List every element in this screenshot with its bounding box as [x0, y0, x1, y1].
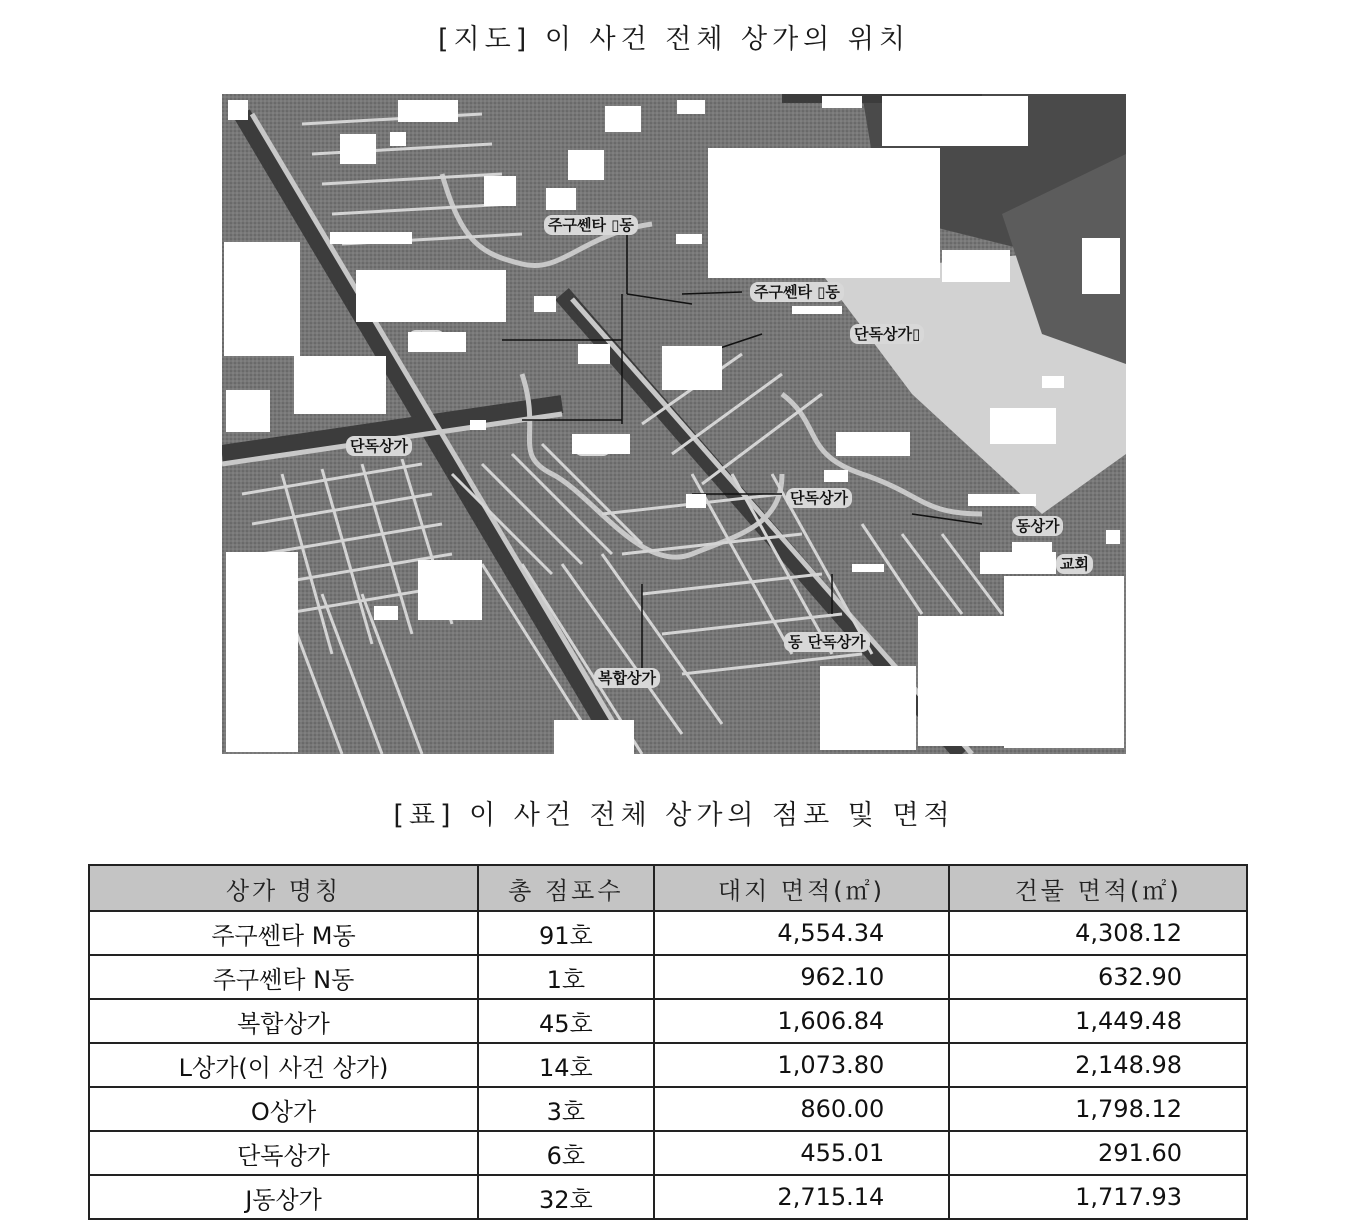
redaction-box [686, 494, 706, 508]
redaction-box [534, 296, 556, 312]
cell-store-name: L상가(이 사건 상가) [89, 1043, 478, 1087]
redaction-box [356, 270, 506, 322]
redaction-box [918, 616, 1004, 746]
redaction-box [677, 100, 705, 114]
map-label-jugu-m: 주구쎈타 ▯동 [544, 215, 638, 235]
redaction-box [1042, 376, 1064, 388]
map-label-danok-3: 단독상가 [786, 488, 852, 508]
table-header-row [89, 865, 1247, 911]
cell-building-area: 4,308.12 [949, 911, 1247, 955]
redaction-box [228, 100, 248, 120]
redaction-box [546, 188, 576, 210]
redaction-box [226, 390, 270, 432]
map-label-gyohoe: 교회 [1056, 554, 1093, 574]
table-row [89, 1131, 1247, 1175]
cell-building-area: 1,717.93 [949, 1175, 1247, 1219]
redaction-box [568, 150, 604, 180]
redaction-box [330, 232, 412, 244]
redaction-box [824, 470, 848, 482]
table-row [89, 1087, 1247, 1131]
redaction-box [820, 666, 916, 750]
cell-land-area: 962.10 [654, 955, 950, 999]
redaction-box [942, 250, 1010, 282]
redaction-box [1012, 542, 1052, 552]
redaction-box [1082, 238, 1120, 294]
redaction-box [822, 96, 862, 108]
cell-land-area: 2,715.14 [654, 1175, 950, 1219]
redaction-box [882, 96, 1028, 146]
table-row [89, 1175, 1247, 1219]
redaction-box [578, 344, 610, 364]
redaction-box [374, 606, 398, 620]
redaction-box [554, 720, 634, 754]
map-title: [지도] 이 사건 전체 상가의 위치 [438, 24, 910, 55]
cell-store-name: 주구쎈타 N동 [89, 955, 478, 999]
redaction-box [852, 564, 884, 572]
cell-store-name: 주구쎈타 M동 [89, 911, 478, 955]
cell-store-name: 단독상가 [89, 1131, 478, 1175]
cell-store-count: 91호 [478, 911, 654, 955]
cell-store-count: 6호 [478, 1131, 654, 1175]
redaction-box [418, 560, 482, 620]
redaction-box [836, 432, 910, 456]
redaction-box [572, 434, 630, 454]
redaction-box [226, 552, 298, 752]
map-label-danok-1: 단독상가▯ [850, 324, 924, 344]
table-title: [표] 이 사건 전체 상가의 점포 및 면적 [393, 800, 955, 831]
map-label-danok-4: 동 단독상가 [784, 632, 870, 652]
redaction-box [980, 552, 1056, 574]
location-map [222, 94, 1126, 754]
cell-land-area: 1,073.80 [654, 1043, 950, 1087]
redaction-box [390, 132, 406, 146]
cell-building-area: 1,798.12 [949, 1087, 1247, 1131]
cell-store-count: 45호 [478, 999, 654, 1043]
redaction-box [408, 332, 466, 352]
redaction-box [224, 242, 300, 356]
cell-store-count: 32호 [478, 1175, 654, 1219]
header-land-area: 대지 면적(㎡) [654, 865, 950, 911]
cell-store-count: 14호 [478, 1043, 654, 1087]
cell-building-area: 291.60 [949, 1131, 1247, 1175]
header-store-count: 총 점포수 [478, 865, 654, 911]
cell-land-area: 860.00 [654, 1087, 950, 1131]
redaction-box [676, 234, 702, 244]
header-store-name: 상가 명칭 [89, 865, 478, 911]
table-row [89, 911, 1247, 955]
table-row [89, 999, 1247, 1043]
table-row [89, 1043, 1247, 1087]
table-row [89, 955, 1247, 999]
redaction-box [484, 176, 516, 206]
redaction-box [708, 148, 940, 278]
cell-store-name: J동상가 [89, 1175, 478, 1219]
redaction-box [1004, 576, 1124, 748]
cell-store-count: 1호 [478, 955, 654, 999]
map-label-danok-2: 단독상가 [346, 436, 412, 456]
header-building-area: 건물 면적(㎡) [949, 865, 1247, 911]
redaction-box [340, 134, 376, 164]
map-label-dong-sangga: 동상가 [1012, 516, 1063, 536]
redaction-box [662, 346, 722, 390]
cell-land-area: 455.01 [654, 1131, 950, 1175]
redaction-box [470, 420, 486, 430]
redaction-box [605, 106, 641, 132]
cell-building-area: 2,148.98 [949, 1043, 1247, 1087]
redaction-box [990, 408, 1056, 444]
cell-land-area: 4,554.34 [654, 911, 950, 955]
store-area-table [88, 864, 1248, 1220]
cell-store-count: 3호 [478, 1087, 654, 1131]
redaction-box [294, 356, 386, 414]
cell-store-name: 복합상가 [89, 999, 478, 1043]
cell-land-area: 1,606.84 [654, 999, 950, 1043]
cell-building-area: 1,449.48 [949, 999, 1247, 1043]
redaction-box [968, 494, 1036, 506]
map-label-jugu-n: 주구쎈타 ▯동 [750, 282, 844, 302]
redaction-box [398, 100, 458, 122]
map-label-bokhap: 복합상가 [594, 668, 660, 688]
redaction-box [792, 306, 842, 314]
cell-building-area: 632.90 [949, 955, 1247, 999]
redaction-box [1106, 530, 1120, 544]
cell-store-name: O상가 [89, 1087, 478, 1131]
